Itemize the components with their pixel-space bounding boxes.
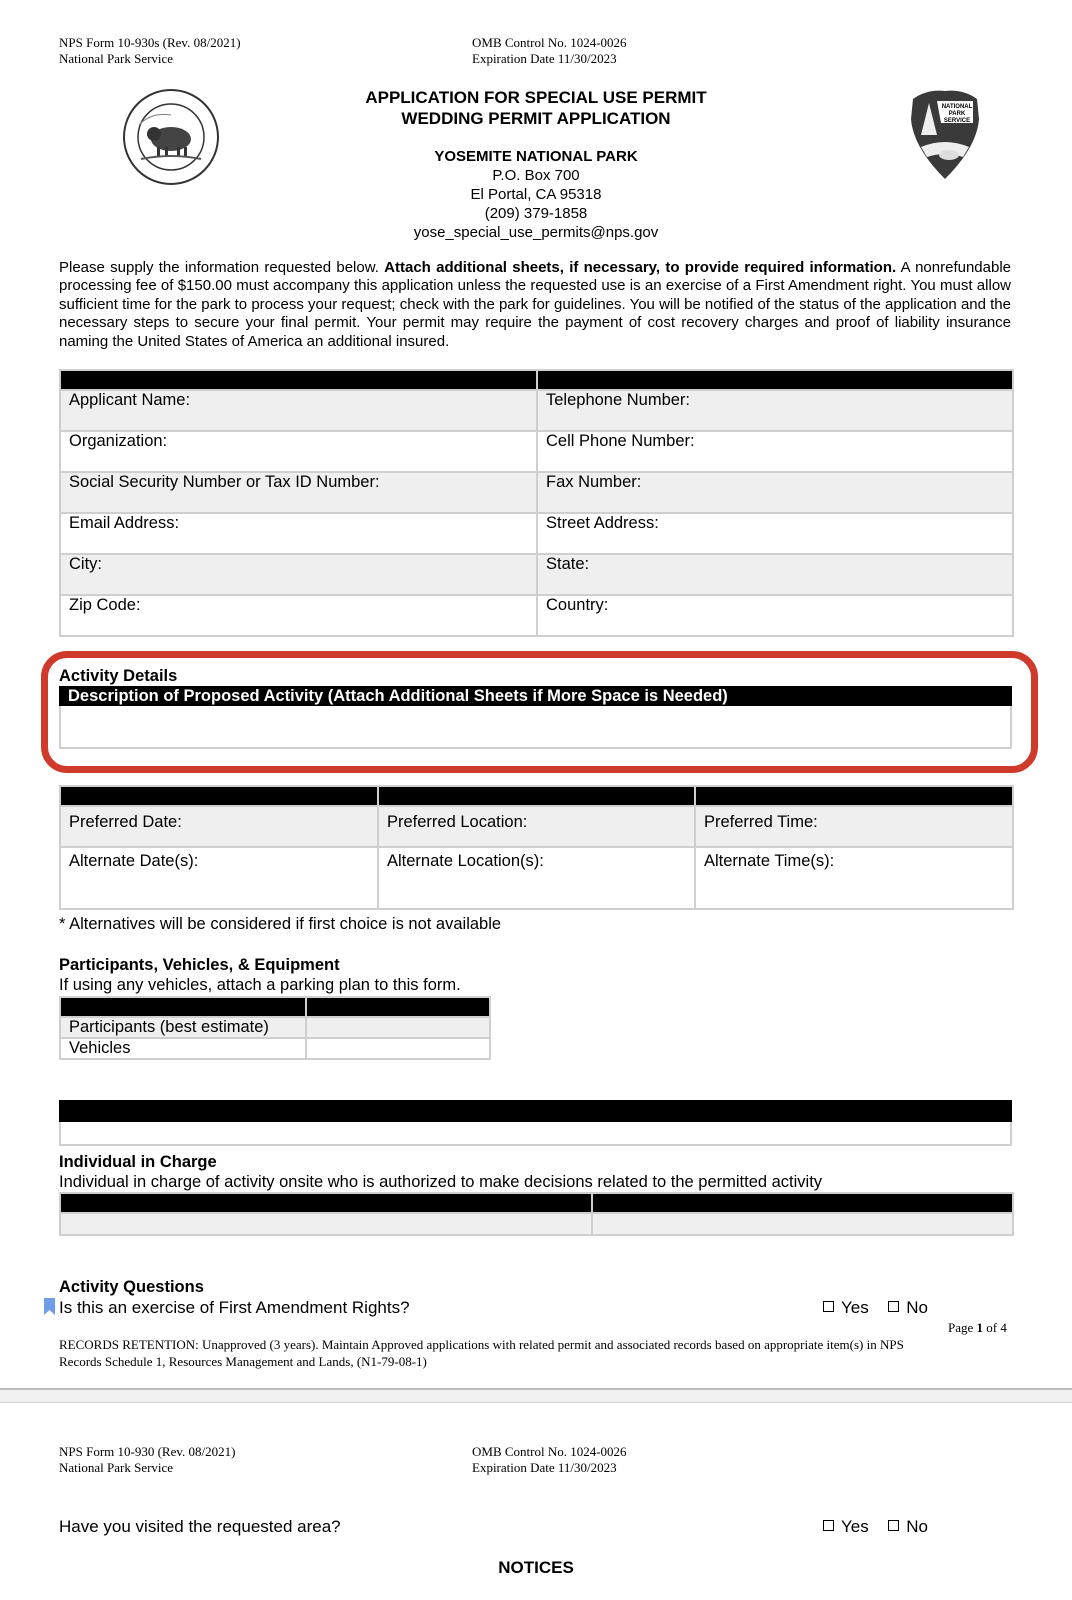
page-label: Page [948,1320,977,1335]
page-gap [0,1390,1072,1402]
individual-table [59,1192,1014,1236]
individual-heading: Individual in Charge [59,1153,217,1171]
table-row [60,390,1013,431]
individual-subtext: Individual in charge of activity onsite who is authorized to make decisions related to the permitted activity [59,1173,823,1191]
no-checkbox[interactable] [888,1520,899,1531]
first-amendment-options [823,1298,928,1318]
agency-name: National Park Service [59,51,174,66]
intro-paragraph [59,259,1011,351]
table-header-row [60,786,1013,806]
zip-code-field[interactable]: Zip Code: [60,595,537,636]
description-header: Description of Proposed Activity (Attach Additional Sheets if More Space is Needed) [59,686,1012,706]
no-checkbox[interactable] [888,1301,899,1312]
table-row [60,806,1013,847]
alternate-location-field[interactable]: Alternate Location(s): [378,847,695,909]
title-line-1: APPLICATION FOR SPECIAL USE PERMIT [365,88,707,107]
participants-input[interactable] [306,1017,490,1038]
form-title [0,87,1072,129]
street-address-field[interactable]: Street Address: [537,513,1013,554]
participants-table [59,996,491,1060]
fax-field[interactable]: Fax Number: [537,472,1013,513]
records-line-2: Records Schedule 1, Resources Management and Lands, (N1-79-08-1) [59,1353,427,1369]
intro-bold-text: Attach additional sheets, if necessary, to provide required information. [384,259,897,276]
preferred-time-field[interactable]: Preferred Time: [695,806,1013,847]
table-row [60,847,1013,909]
table-header-row [60,997,490,1017]
cell-phone-field[interactable]: Cell Phone Number: [537,431,1013,472]
individual-name-input[interactable] [60,1213,592,1235]
table-row [60,513,1013,554]
park-city: El Portal, CA 95318 [470,186,602,203]
no-label: No [906,1517,928,1536]
applicant-info-table [59,369,1014,637]
description-input[interactable] [59,706,1012,749]
table-row [60,595,1013,636]
page-current: 1 [976,1320,984,1335]
ssn-tax-id-field[interactable]: Social Security Number or Tax ID Number: [60,472,537,513]
alternate-time-field[interactable]: Alternate Time(s): [695,847,1013,909]
page2-omb-control: OMB Control No. 1024-0026 [472,1444,627,1459]
applicant-name-field[interactable]: Applicant Name: [60,390,537,431]
schedule-table [59,785,1014,910]
table-row [60,431,1013,472]
equipment-header-bar [59,1100,1012,1122]
park-phone: (209) 379-1858 [484,205,588,222]
page-divider [0,1402,1072,1403]
email-field[interactable]: Email Address: [60,513,537,554]
records-retention [59,1337,904,1370]
participants-heading: Participants, Vehicles, & Equipment [59,956,340,974]
table-row [60,1038,490,1059]
bookmark-icon [44,1298,55,1315]
records-line-1: RECORDS RETENTION: Unapproved (3 years). Maintain Approved applications with related permit and associated records based on appropriate item(s) in NPS [59,1337,904,1352]
telephone-field[interactable]: Telephone Number: [537,390,1013,431]
activity-questions-heading: Activity Questions [59,1278,204,1296]
page2-agency-name: National Park Service [59,1460,174,1475]
form-header-right [472,35,627,67]
intro-text-2: A nonrefundable processing fee of $150.00 must accompany this application unless the requested use is an exercise of a First Amendment right. You must allow sufficient time for the park to process your request; check with the park for guidelines. You will be notified of the status of the application and the necessary steps to secure your final permit. Your permit may require the payment of cost recovery charges and proof of liability insurance naming the United States of America an additional insured. [59,259,1012,350]
page2-header-left [59,1444,235,1476]
yes-label: Yes [841,1517,869,1536]
participants-label: Participants (best estimate) [60,1017,306,1038]
state-field[interactable]: State: [537,554,1013,595]
page2-form-number: NPS Form 10-930 (Rev. 08/2021) [59,1444,236,1459]
individual-contact-input[interactable] [592,1213,1013,1235]
visited-area-question: Have you visited the requested area? [59,1517,341,1536]
alternate-date-field[interactable]: Alternate Date(s): [60,847,378,909]
alternatives-note: * Alternatives will be considered if first choice is not available [59,915,502,933]
page2-expiration-date: Expiration Date 11/30/2023 [472,1460,617,1475]
park-po-box: P.O. Box 700 [492,167,580,184]
expiration-date: Expiration Date 11/30/2023 [472,51,617,66]
yes-checkbox[interactable] [823,1301,834,1312]
svg-text:NATIONAL: NATIONAL [941,104,973,110]
equipment-input[interactable] [59,1122,1012,1146]
vehicles-label: Vehicles [60,1038,306,1059]
page2-header-right [472,1444,627,1476]
title-line-2: WEDDING PERMIT APPLICATION [401,109,671,128]
form-number: NPS Form 10-930s (Rev. 08/2021) [59,35,241,50]
svg-text:PARK: PARK [948,111,966,117]
table-header-row [60,1193,1013,1213]
table-row [60,554,1013,595]
visited-area-options [823,1517,928,1537]
yes-label: Yes [841,1298,869,1317]
city-field[interactable]: City: [60,554,537,595]
yes-checkbox[interactable] [823,1520,834,1531]
activity-details-heading: Activity Details [59,667,178,685]
form-header-left [59,35,241,67]
park-name: YOSEMITE NATIONAL PARK [434,148,638,165]
svg-text:SERVICE: SERVICE [943,118,971,124]
table-row [60,1213,1013,1235]
page-total: of 4 [983,1320,1007,1335]
table-row [60,1017,490,1038]
table-header-row [60,370,1013,390]
vehicles-input[interactable] [306,1038,490,1059]
organization-field[interactable]: Organization: [60,431,537,472]
first-amendment-question: Is this an exercise of First Amendment Rights? [59,1298,410,1317]
park-address-block [0,147,1072,242]
notices-heading: NOTICES [498,1558,574,1577]
preferred-location-field[interactable]: Preferred Location: [378,806,695,847]
participants-subtext: If using any vehicles, attach a parking plan to this form. [59,976,461,994]
omb-control: OMB Control No. 1024-0026 [472,35,627,50]
page-number [948,1320,1007,1336]
country-field[interactable]: Country: [537,595,1013,636]
intro-text-1: Please supply the information requested below. [59,259,385,276]
table-row [60,472,1013,513]
park-email: yose_special_use_permits@nps.gov [413,224,659,241]
preferred-date-field[interactable]: Preferred Date: [60,806,378,847]
no-label: No [906,1298,928,1317]
